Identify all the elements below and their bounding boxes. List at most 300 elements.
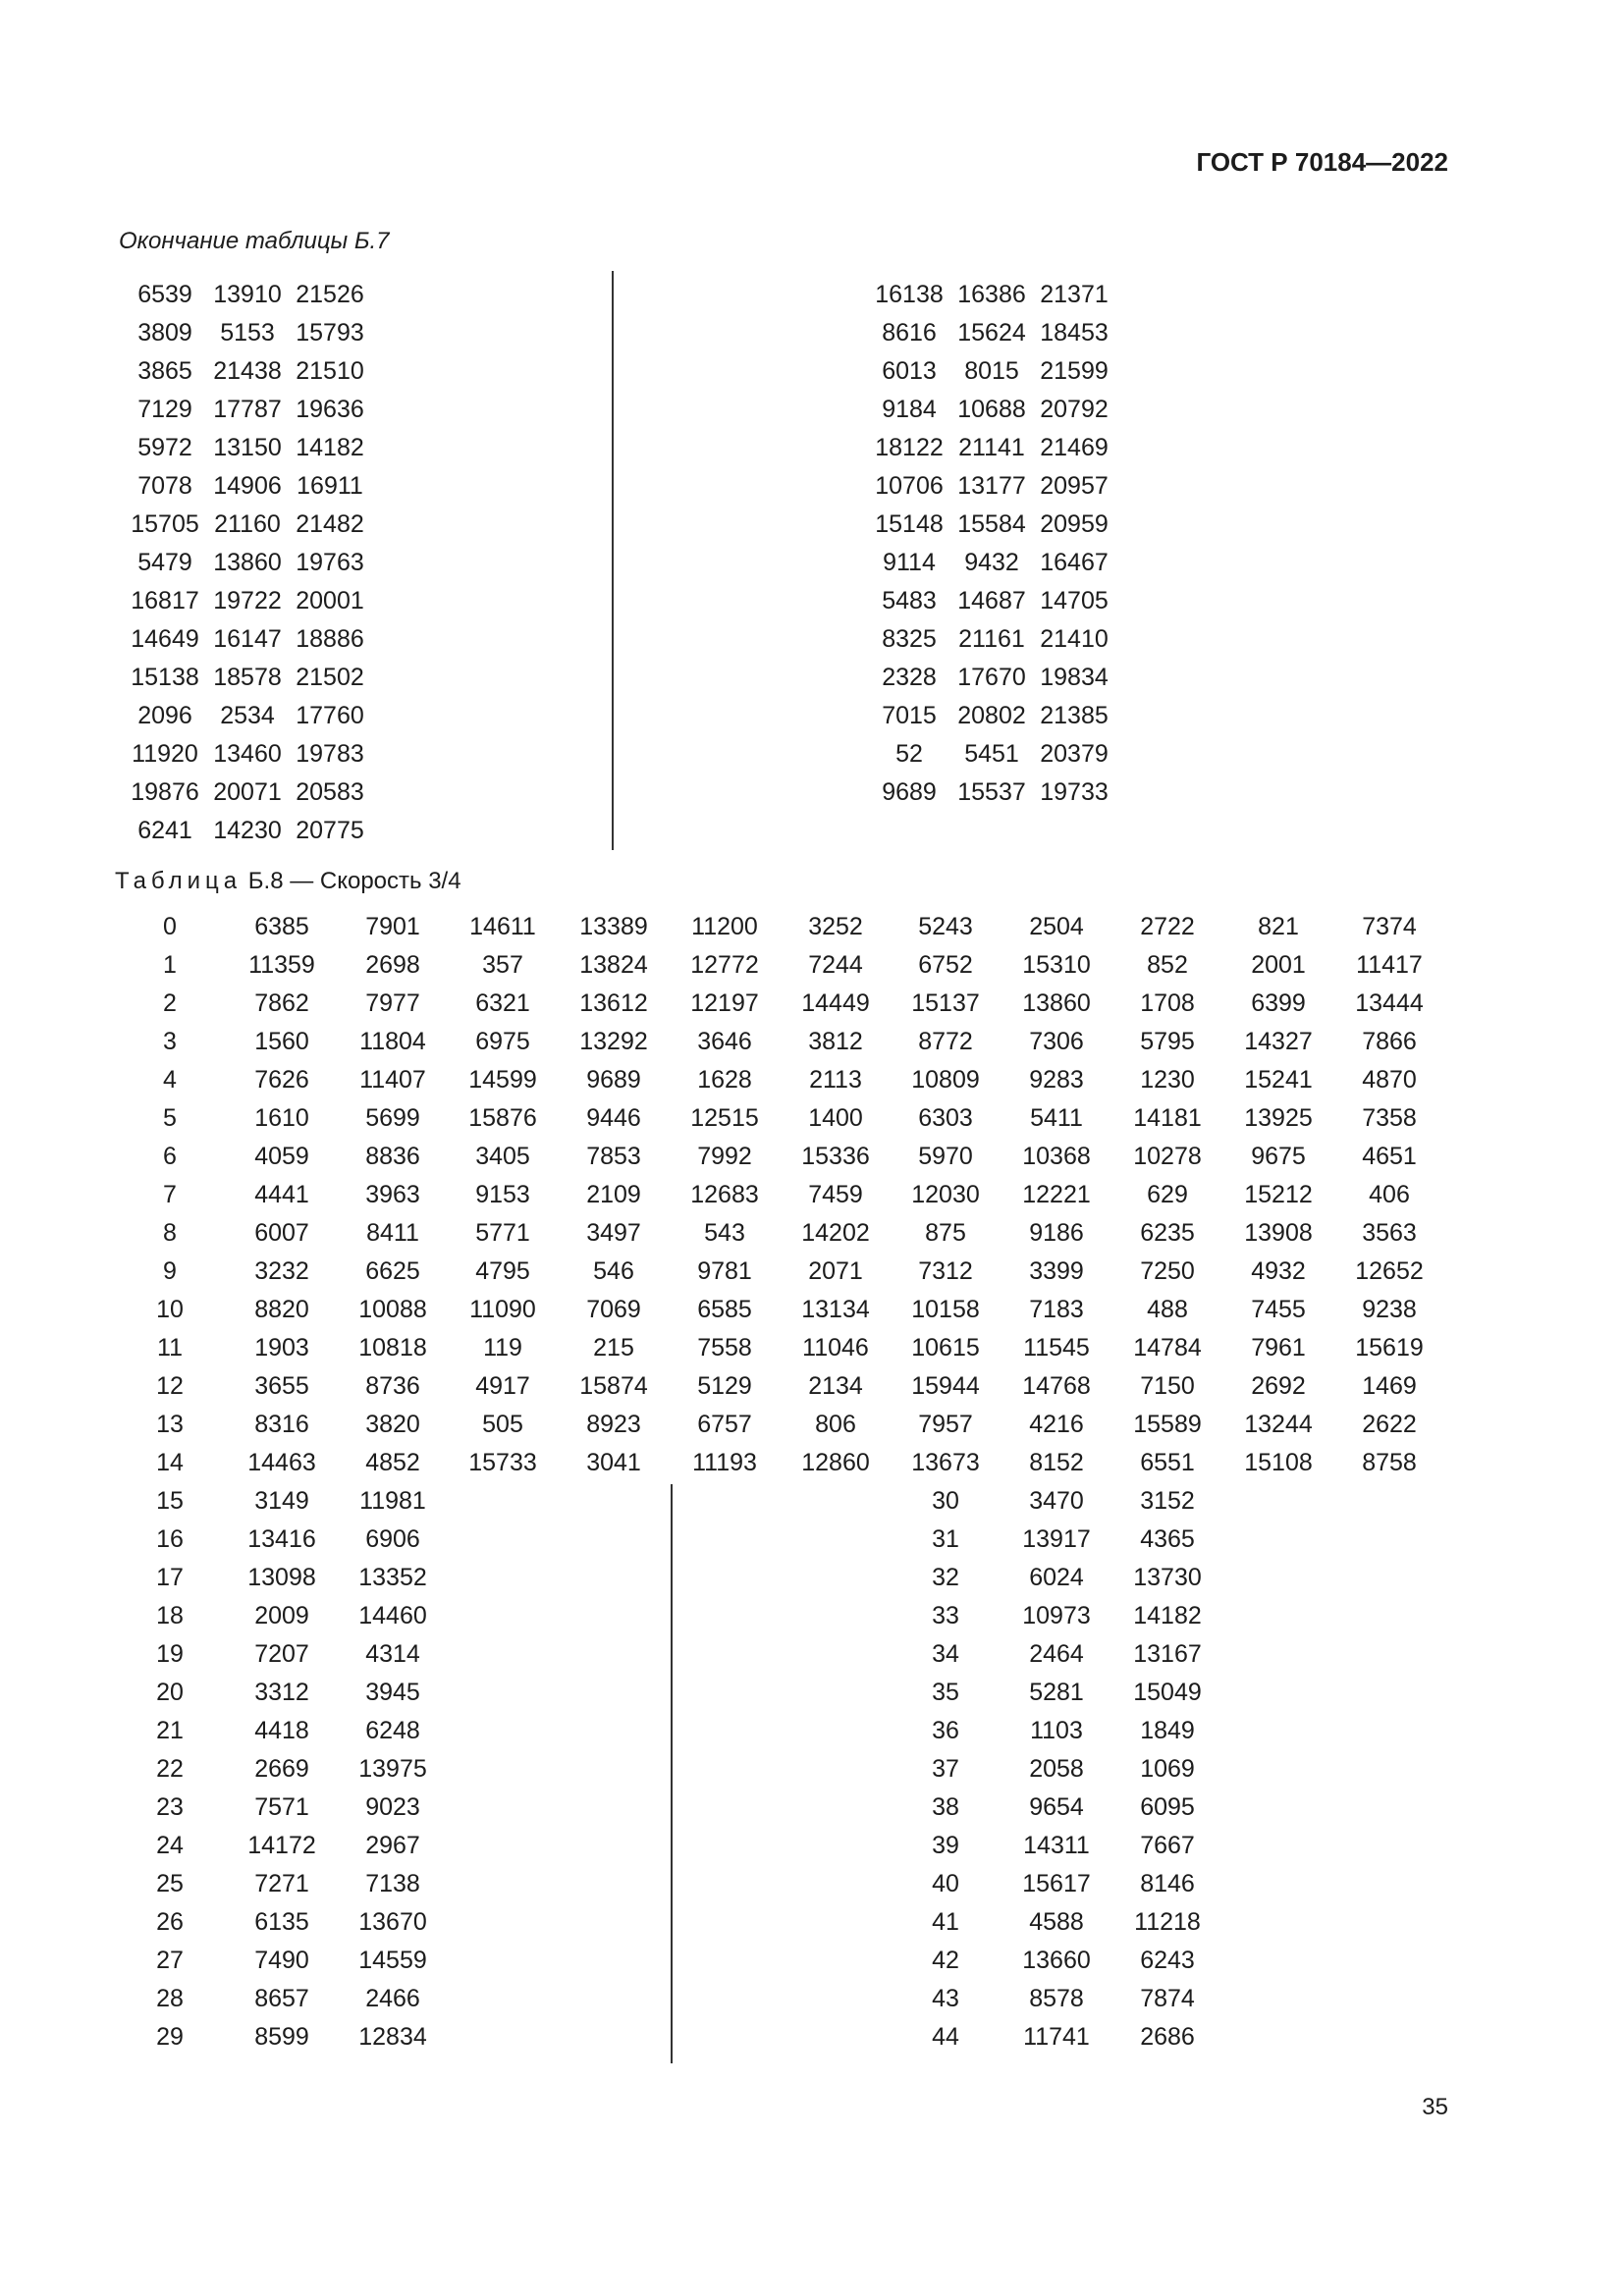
table-b7-cell: 18886 [296, 625, 364, 653]
table-b8-cell: 7874 [1140, 1985, 1195, 2012]
table-b7-row [124, 391, 371, 429]
table-b7-row [868, 659, 1115, 697]
table-b8-cell: 2686 [1140, 2023, 1195, 2051]
table-b8-cell: 4216 [1029, 1411, 1084, 1438]
table-b8-cell: 13416 [247, 1525, 316, 1553]
table-b8-cell: 43 [932, 1985, 959, 2012]
table-b8-cell: 9446 [586, 1104, 641, 1132]
page-header-standard: ГОСТ Р 70184—2022 [1196, 147, 1448, 177]
table-b7-cell: 21469 [1040, 434, 1109, 461]
table-b8-cell: 3963 [365, 1181, 420, 1208]
table-b8-cell: 15108 [1244, 1449, 1313, 1476]
table-b8-cell: 4441 [254, 1181, 309, 1208]
table-b8-cell: 7992 [697, 1143, 752, 1170]
table-b8-cell: 11046 [802, 1334, 869, 1362]
table-b8-cell: 2622 [1362, 1411, 1417, 1438]
table-b7-cell: 14687 [957, 587, 1026, 614]
table-b8-cell: 9283 [1029, 1066, 1084, 1094]
table-b7-row [868, 429, 1115, 467]
table-b7-cell: 20802 [957, 702, 1026, 729]
table-b7-cell: 16138 [875, 281, 944, 308]
table-b8-cell: 6752 [918, 951, 973, 979]
table-b8-cell: 13292 [579, 1028, 648, 1055]
table-b8-cell: 7250 [1140, 1257, 1195, 1285]
table-b8-cell: 21 [156, 1717, 184, 1744]
table-b8-cell: 1560 [254, 1028, 309, 1055]
table-b8-cell: 15589 [1133, 1411, 1202, 1438]
table-b8-cell: 7571 [254, 1793, 309, 1821]
table-b8-cell: 406 [1369, 1181, 1410, 1208]
table-b7-row [124, 506, 371, 544]
table-b8-cell: 12030 [911, 1181, 980, 1208]
table-b8-cell: 8316 [254, 1411, 309, 1438]
table-b8-cell: 15241 [1244, 1066, 1313, 1094]
table-b8-cell: 2967 [365, 1832, 420, 1859]
table-b8-cell: 119 [483, 1334, 522, 1362]
table-b8-cell: 1708 [1140, 989, 1195, 1017]
table-b8-cell: 3945 [365, 1679, 420, 1706]
table-b8-cell: 10615 [911, 1334, 980, 1362]
table-b8-cell: 13670 [358, 1908, 427, 1936]
table-b8-cell: 2504 [1029, 913, 1084, 940]
table-b7-cell: 21599 [1040, 357, 1109, 385]
table-b7-cell: 10688 [957, 396, 1026, 423]
table-b8-cell: 7150 [1140, 1372, 1195, 1400]
table-b8-cell: 3470 [1029, 1487, 1084, 1515]
table-b8-cell: 6248 [365, 1717, 420, 1744]
table-b7-cell: 15624 [957, 319, 1026, 347]
table-b8-cell: 10368 [1022, 1143, 1091, 1170]
table-b7-cell: 20959 [1040, 510, 1109, 538]
table-b7-cell: 11920 [132, 740, 198, 768]
table-b8-cell: 3399 [1029, 1257, 1084, 1285]
table-b8-cell: 3820 [365, 1411, 420, 1438]
table-b7-row [124, 812, 371, 850]
table-b7-cell: 3865 [137, 357, 192, 385]
table-b8-cell: 7957 [918, 1411, 973, 1438]
table-b7-cell: 5451 [964, 740, 1019, 768]
table-b8-cell: 11417 [1356, 951, 1423, 979]
table-b8-cell: 11218 [1134, 1908, 1201, 1936]
table-b8-cell: 9689 [586, 1066, 641, 1094]
table-b7-cell: 52 [895, 740, 923, 768]
table-b8-cell: 8820 [254, 1296, 309, 1323]
table-b8-cell: 29 [156, 2023, 184, 2051]
table-b8-cell: 2 [163, 989, 177, 1017]
table-b7-row [868, 774, 1115, 812]
table-b8-cell: 13167 [1133, 1640, 1202, 1668]
table-b8-cell: 10088 [358, 1296, 427, 1323]
table-b8-cell: 3252 [808, 913, 863, 940]
table-b7-cell: 7129 [137, 396, 192, 423]
table-b8-cell: 9654 [1029, 1793, 1084, 1821]
table-b8-cell: 24 [156, 1832, 184, 1859]
table-b8-cell: 7271 [254, 1870, 309, 1897]
table-b8-cell: 9153 [475, 1181, 530, 1208]
table-b7-cell: 13910 [213, 281, 282, 308]
table-b8-cell: 12683 [690, 1181, 759, 1208]
table-b7-cell: 5479 [137, 549, 192, 576]
table-b8-cell: 15137 [911, 989, 980, 1017]
table-b8-cell: 8736 [365, 1372, 420, 1400]
table-b8-cell: 13925 [1244, 1104, 1313, 1132]
table-b7-cell: 6539 [137, 281, 192, 308]
table-b8-cell: 4365 [1140, 1525, 1195, 1553]
table-b8-cell: 7374 [1362, 913, 1417, 940]
table-b8-cell: 7961 [1251, 1334, 1306, 1362]
table-b8-cell: 821 [1258, 913, 1299, 940]
table-b8-cell: 629 [1147, 1181, 1188, 1208]
table-b8-cell: 2009 [254, 1602, 309, 1629]
table-b8-cell: 4 [163, 1066, 177, 1094]
table-b8-cell: 2464 [1029, 1640, 1084, 1668]
table-b7-cell: 9114 [883, 549, 936, 576]
table-b8-cell: 7 [163, 1181, 177, 1208]
table-b8-cell: 6095 [1140, 1793, 1195, 1821]
table-b8-cell: 10158 [911, 1296, 980, 1323]
table-b7-cell: 7078 [137, 472, 192, 500]
table-b8-cell: 1069 [1140, 1755, 1195, 1783]
table-b7-cell: 17760 [296, 702, 364, 729]
table-b8-cell: 9 [163, 1257, 177, 1285]
table-b7-row [124, 774, 371, 812]
table-b8-cell: 1628 [697, 1066, 752, 1094]
table-b8-cell: 5243 [918, 913, 973, 940]
table-b8-cell: 22 [156, 1755, 184, 1783]
table-b8-cell: 6235 [1140, 1219, 1195, 1247]
table-b8-cell: 11359 [248, 951, 315, 979]
table-b8-cell: 215 [593, 1334, 634, 1362]
table-b8-cell: 14311 [1023, 1832, 1090, 1859]
table-b8-cell: 7667 [1140, 1832, 1195, 1859]
table-b7-cell: 16817 [131, 587, 199, 614]
table-b8-cell: 15874 [579, 1372, 648, 1400]
table-b8-cell: 14768 [1022, 1372, 1091, 1400]
table-b7-row [868, 582, 1115, 620]
table-b7-cell: 14230 [213, 817, 282, 844]
table-b8-cell: 12515 [690, 1104, 759, 1132]
table-b8-cell: 4588 [1029, 1908, 1084, 1936]
table-b8-cell: 11200 [691, 913, 758, 940]
table-b8-cell: 2001 [1251, 951, 1306, 979]
table-b7-cell: 8325 [882, 625, 937, 653]
table-b8-cell: 15212 [1244, 1181, 1313, 1208]
table-b7-cell: 16467 [1040, 549, 1109, 576]
table-b7-cell: 21526 [296, 281, 364, 308]
table-b8-cell: 4651 [1362, 1143, 1417, 1170]
table-b8-cell: 30 [932, 1487, 959, 1515]
table-b8-cell: 1849 [1140, 1717, 1195, 1744]
table-b8-cell: 7306 [1029, 1028, 1084, 1055]
table-b8-cell: 20 [156, 1679, 184, 1706]
table-b7-cell: 18453 [1040, 319, 1109, 347]
table-b7-cell: 13860 [213, 549, 282, 576]
table-b8-cell: 14784 [1133, 1334, 1202, 1362]
table-b8-cell: 3497 [586, 1219, 641, 1247]
table-b8-cell: 11545 [1023, 1334, 1090, 1362]
table-b7-cell: 21502 [296, 664, 364, 691]
table-b8-cell: 6024 [1029, 1564, 1084, 1591]
table-b7-cell: 5972 [137, 434, 192, 461]
table-b7-cell: 21141 [958, 434, 1025, 461]
table-b7-row [868, 276, 1115, 314]
table-b8-cell: 7459 [808, 1181, 863, 1208]
table-b8-cell: 23 [156, 1793, 184, 1821]
table-b7-cell: 13150 [213, 434, 282, 461]
table-b7-cell: 13177 [957, 472, 1026, 500]
table-b8-cell: 7977 [365, 989, 420, 1017]
table-b7-cell: 21161 [958, 625, 1025, 653]
table-b7-cell: 16386 [957, 281, 1026, 308]
table-b8-cell: 8772 [918, 1028, 973, 1055]
table-b8-cell: 1103 [1030, 1717, 1083, 1744]
table-b8-cell: 5129 [697, 1372, 752, 1400]
table-b8-cell: 5281 [1029, 1679, 1084, 1706]
table-b8-cell: 875 [925, 1219, 966, 1247]
table-b8-cell: 9023 [365, 1793, 420, 1821]
table-b7-cell: 19722 [213, 587, 282, 614]
table-b7-cell: 17787 [213, 396, 282, 423]
table-b7-row [868, 620, 1115, 659]
table-b7-cell: 21371 [1040, 281, 1109, 308]
table-b8-cell: 14 [156, 1449, 184, 1476]
table-b8-cell: 13352 [358, 1564, 427, 1591]
table-b8-cell: 6757 [697, 1411, 752, 1438]
table-b8-cell: 13389 [579, 913, 648, 940]
table-b7-cell: 20583 [296, 778, 364, 806]
table-b8-cell: 12221 [1022, 1181, 1091, 1208]
table-b8-cell: 19 [156, 1640, 184, 1668]
table-b7-cell: 5483 [882, 587, 937, 614]
table-b8-cell: 0 [163, 913, 177, 940]
table-b8-cell: 11741 [1023, 2023, 1090, 2051]
table-b7-cell: 14906 [213, 472, 282, 500]
table-b8-cell: 18 [156, 1602, 184, 1629]
table-b8-cell: 14182 [1133, 1602, 1202, 1629]
table-b8-cell: 4795 [475, 1257, 530, 1285]
table-b8-cell: 15617 [1022, 1870, 1091, 1897]
table-b8-cell: 14327 [1244, 1028, 1313, 1055]
table-b7-row [124, 697, 371, 735]
table-b8-cell: 4932 [1251, 1257, 1306, 1285]
table-b8-cell: 5411 [1030, 1104, 1083, 1132]
table-b8-cell: 8836 [365, 1143, 420, 1170]
table-b8-cell: 9675 [1251, 1143, 1306, 1170]
table-b8-cell: 35 [932, 1679, 959, 1706]
table-b8-cell: 14463 [247, 1449, 316, 1476]
table-b8-cell: 8599 [254, 2023, 309, 2051]
table-b8-cell: 26 [156, 1908, 184, 1936]
table-b7-cell: 19834 [1040, 664, 1109, 691]
table-b8-cell: 1610 [254, 1104, 309, 1132]
table-b8-cell: 28 [156, 1985, 184, 2012]
table-b7-cell: 18578 [213, 664, 282, 691]
table-b8-caption-title: Б.8 — Скорость 3/4 [242, 868, 461, 894]
table-b8-cell: 14202 [801, 1219, 870, 1247]
table-b8-cell: 14611 [469, 913, 536, 940]
table-b8-cell: 3 [163, 1028, 177, 1055]
table-b8-cell: 5699 [365, 1104, 420, 1132]
table-b8-cell: 3812 [808, 1028, 863, 1055]
table-b8-cell: 8 [163, 1219, 177, 1247]
table-b7-cell: 15584 [957, 510, 1026, 538]
table-b7-cell: 10706 [875, 472, 944, 500]
table-b8-cell: 41 [932, 1908, 959, 1936]
table-b8-cell: 4314 [365, 1640, 420, 1668]
table-b7-cell: 14182 [296, 434, 364, 461]
table-b7-cell: 20071 [213, 778, 282, 806]
table-b7-left-column [124, 276, 371, 850]
table-b8-cell: 9238 [1362, 1296, 1417, 1323]
table-b8-cell: 3563 [1362, 1219, 1417, 1247]
table-b8-cell: 6 [163, 1143, 177, 1170]
table-b8-cell: 12652 [1355, 1257, 1424, 1285]
table-b8-cell: 27 [156, 1947, 184, 1974]
table-b8-cell: 5771 [475, 1219, 530, 1247]
table-b7-row [868, 735, 1115, 774]
table-b8-cell: 4418 [254, 1717, 309, 1744]
table-b8-cell: 11981 [359, 1487, 426, 1515]
table-b7-cell: 15537 [957, 778, 1026, 806]
table-b8-cell: 15619 [1355, 1334, 1424, 1362]
table-b7-row [124, 467, 371, 506]
table-b7-cell: 2534 [220, 702, 275, 729]
table-b8-cell: 16 [156, 1525, 184, 1553]
table-b8-cell: 8146 [1140, 1870, 1195, 1897]
table-b8-cell: 13917 [1022, 1525, 1091, 1553]
table-b8-cell: 6007 [254, 1219, 309, 1247]
table-b7-cell: 21438 [213, 357, 282, 385]
table-b7-cell: 18122 [875, 434, 944, 461]
table-b8-cell: 2466 [365, 1985, 420, 2012]
table-b8-cell: 6625 [365, 1257, 420, 1285]
table-b8-cell: 8758 [1362, 1449, 1417, 1476]
table-b7-cell: 19763 [296, 549, 364, 576]
table-b7-row [868, 314, 1115, 352]
table-b7-row [124, 352, 371, 391]
table-b8-cell: 15876 [468, 1104, 537, 1132]
table-b8-cell: 7358 [1362, 1104, 1417, 1132]
table-b8-cell: 2669 [254, 1755, 309, 1783]
table-b8-cell: 38 [932, 1793, 959, 1821]
table-b8-cell: 17 [156, 1564, 184, 1591]
table-b8-cell: 11804 [359, 1028, 426, 1055]
table-b8-cell: 6906 [365, 1525, 420, 1553]
table-b8-cell: 11193 [692, 1449, 757, 1476]
table-b8-cell: 10 [156, 1296, 184, 1323]
table-b7-row [124, 620, 371, 659]
table-b8-cell: 9186 [1029, 1219, 1084, 1247]
table-b8-cell: 32 [932, 1564, 959, 1591]
table-b8-cell: 7853 [586, 1143, 641, 1170]
table-b8-cell: 6385 [254, 913, 309, 940]
table-b7-row [124, 276, 371, 314]
table-b8-cell: 7490 [254, 1947, 309, 1974]
table-b8-cell: 8411 [366, 1219, 419, 1247]
table-b7-cell: 19783 [296, 740, 364, 768]
table-b8-cell: 9781 [697, 1257, 752, 1285]
table-b7-cell: 6241 [137, 817, 192, 844]
table-b7-cell: 21510 [296, 357, 364, 385]
table-b7-cell: 15793 [296, 319, 364, 347]
table-b8-cell: 6399 [1251, 989, 1306, 1017]
table-b8-cell: 7244 [808, 951, 863, 979]
table-b8-cell: 15733 [468, 1449, 537, 1476]
table-b7-row [868, 352, 1115, 391]
table-b8-cell: 7455 [1251, 1296, 1306, 1323]
table-b8-cell: 13673 [911, 1449, 980, 1476]
table-b8-cell: 6321 [475, 989, 530, 1017]
table-b8-cell: 36 [932, 1717, 959, 1744]
table-b8-cell: 13824 [579, 951, 648, 979]
table-b7-cell: 14705 [1040, 587, 1109, 614]
table-b7-cell: 19636 [296, 396, 364, 423]
table-b8-cell: 12834 [358, 2023, 427, 2051]
table-b8-cell: 12 [156, 1372, 184, 1400]
table-b7-row [868, 506, 1115, 544]
table-b8-cell: 14599 [468, 1066, 537, 1094]
table-b8-cell: 3312 [254, 1679, 309, 1706]
table-b8-cell: 5795 [1140, 1028, 1195, 1055]
table-b8-cell: 2692 [1251, 1372, 1306, 1400]
table-b8-cell: 4870 [1362, 1066, 1417, 1094]
table-b8-cell: 3655 [254, 1372, 309, 1400]
table-b8-cell: 10818 [358, 1334, 427, 1362]
table-b8-cell: 4852 [365, 1449, 420, 1476]
table-b8-cell: 13660 [1022, 1947, 1091, 1974]
table-b7-cell: 6013 [882, 357, 937, 385]
table-b7-cell: 9432 [964, 549, 1019, 576]
table-b8-divider [671, 1484, 673, 2063]
table-b7-cell: 8616 [882, 319, 937, 347]
table-b8-cell: 13860 [1022, 989, 1091, 1017]
table-b8-cell: 13244 [1244, 1411, 1313, 1438]
table-b8-cell: 7312 [918, 1257, 973, 1285]
table-b8-cell: 2071 [808, 1257, 863, 1285]
table-b8-cell: 1469 [1362, 1372, 1417, 1400]
table-b8-cell: 15049 [1133, 1679, 1202, 1706]
table-b8-cell: 6135 [254, 1908, 309, 1936]
table-b8-cell: 1230 [1140, 1066, 1195, 1094]
table-b8-caption-lead: Таблица [115, 868, 243, 894]
table-b7-cell: 15138 [131, 664, 199, 691]
table-b8-cell: 14460 [358, 1602, 427, 1629]
table-b8-cell: 7862 [254, 989, 309, 1017]
table-b7-row [124, 314, 371, 352]
table-b8-cell: 2058 [1029, 1755, 1084, 1783]
table-b8-cell: 31 [932, 1525, 959, 1553]
table-b8-cell: 2134 [808, 1372, 863, 1400]
table-b8-cell: 3041 [586, 1449, 641, 1476]
table-b8-cell: 6551 [1140, 1449, 1195, 1476]
table-b8-cell: 6585 [697, 1296, 752, 1323]
table-b8-cell: 3646 [697, 1028, 752, 1055]
table-b8-cell: 7069 [586, 1296, 641, 1323]
table-b8-cell: 5 [163, 1104, 177, 1132]
table-b8-cell: 12772 [690, 951, 759, 979]
table-b8-cell: 13975 [358, 1755, 427, 1783]
table-b8-cell: 543 [704, 1219, 745, 1247]
table-b8-cell: 7626 [254, 1066, 309, 1094]
table-b7-row [868, 467, 1115, 506]
table-b8-cell: 40 [932, 1870, 959, 1897]
table-b8-cell: 14559 [358, 1947, 427, 1974]
table-b7-row [124, 544, 371, 582]
table-b8-cell: 10973 [1022, 1602, 1091, 1629]
table-b7-row [868, 544, 1115, 582]
table-b8-cell: 8657 [254, 1985, 309, 2012]
table-b8-cell: 13612 [579, 989, 648, 1017]
